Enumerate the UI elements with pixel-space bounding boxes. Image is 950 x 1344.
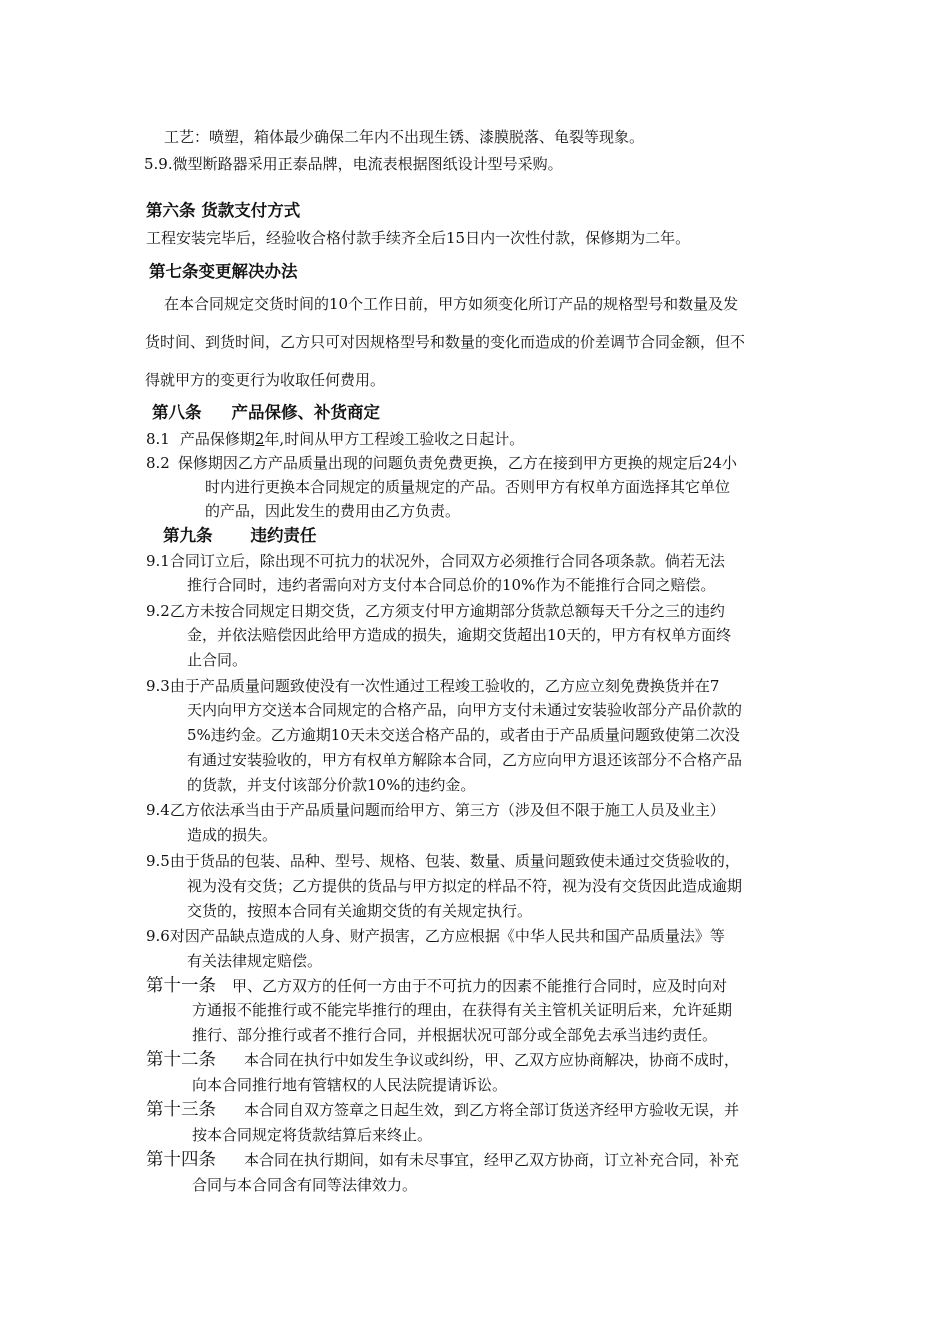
article-11-line: 甲、乙方双方的任何一方由于不可抗力的因素不能推行合同时，应及时向对 bbox=[232, 977, 728, 995]
article-12-line: 向本合同推行地有管辖权的人民法院提请诉讼。 bbox=[192, 1076, 508, 1094]
article-12-label: 第十二条 bbox=[146, 1050, 216, 1070]
article-12-line: 本合同在执行中如发生争议或纠纷，甲、乙双方应协商解决，协商不成时， bbox=[244, 1051, 740, 1069]
article-6-body: 工程安装完毕后，经验收合格付款手续齐全后15日内一次性付款，保修期为二年。 bbox=[146, 229, 691, 247]
paragraph-process: 工艺：喷塑，箱体最少确保二年内不出现生锈、漆膜脱落、龟裂等现象。 bbox=[164, 128, 645, 146]
item-9-line: 的货款，并支付该部分价款10%的违约金。 bbox=[187, 776, 476, 794]
item-8-2 bbox=[146, 453, 737, 473]
article-14-label: 第十四条 bbox=[146, 1150, 216, 1170]
item-8-2-line: 的产品，因此发生的费用由乙方负责。 bbox=[205, 502, 461, 520]
article-7-line: 货时间、到货时间，乙方只可对因规格型号和数量的变化而造成的价差调节合同金额，但不 bbox=[145, 333, 746, 351]
heading-article-8-number: 第八条 bbox=[152, 403, 202, 422]
item-9-line: 9.3由于产品质量问题致使没有一次性通过工程竣工验收的，乙方应立刻免费换货并在7 bbox=[146, 677, 720, 695]
item-8-1-number: 8.1 bbox=[146, 430, 170, 448]
item-8-2-number: 8.2 bbox=[146, 454, 170, 472]
heading-article-9-title: 违约责任 bbox=[250, 526, 317, 545]
item-8-1-pre: 产品保修期 bbox=[179, 430, 255, 448]
item-9-line: 有关法律规定赔偿。 bbox=[187, 952, 323, 970]
item-9-line: 5%违约金。乙方逾期10天未交送合格产品的，或者由于产品质量问题致使第二次没 bbox=[187, 726, 740, 744]
item-9-line: 天内向甲方交送本合同规定的合格产品，向甲方支付未通过安装验收部分产品价款的 bbox=[187, 701, 743, 719]
article-13-line: 本合同自双方签章之日起生效，到乙方将全部订货送齐经甲方验收无误，并 bbox=[244, 1101, 740, 1119]
article-7-line: 得就甲方的变更行为收取任何费用。 bbox=[145, 371, 386, 389]
article-12 bbox=[146, 1050, 739, 1070]
heading-article-8-title: 产品保修、补货商定 bbox=[231, 403, 380, 422]
item-5-9: 5.9.微型断路器采用正泰品牌，电流表根据图纸设计型号采购。 bbox=[144, 155, 563, 173]
article-11-label: 第十一条 bbox=[146, 976, 216, 996]
heading-article-9-number: 第九条 bbox=[163, 526, 213, 545]
article-13 bbox=[146, 1100, 739, 1120]
item-9-line: 9.2乙方未按合同规定日期交货，乙方须支付甲方逾期部分货款总额每天千分之三的违约 bbox=[146, 602, 725, 620]
item-9-line: 9.1合同订立后，除出现不可抗力的状况外，合同双方必须推行合同各项条款。倘若无法 bbox=[146, 552, 725, 570]
article-7-line: 在本合同规定交货时间的10个工作日前，甲方如须变化所订产品的规格型号和数量及发 bbox=[164, 295, 739, 313]
article-14-line: 合同与本合同含有同等法律效力。 bbox=[192, 1176, 418, 1194]
item-8-2-line: 保修期因乙方产品质量出现的问题负责免费更换，乙方在接到甲方更换的规定后24小 bbox=[177, 454, 737, 472]
item-9-line: 造成的损失。 bbox=[187, 826, 278, 844]
item-8-1-years: 2 bbox=[254, 430, 265, 448]
item-9-line: 9.4乙方依法承当由于产品质量问题而给甲方、第三方（涉及但不限于施工人员及业主） bbox=[146, 801, 725, 819]
item-9-line: 有通过安装验收的，甲方有权单方解除本合同，乙方应向甲方退还该部分不合格产品 bbox=[187, 751, 743, 769]
heading-article-9 bbox=[163, 526, 317, 546]
item-9-line: 9.6对因产品缺点造成的人身、财产损害，乙方应根据《中华人民共和国产品质量法》等 bbox=[146, 927, 725, 945]
article-13-label: 第十三条 bbox=[146, 1100, 216, 1120]
item-9-line: 止合同。 bbox=[187, 651, 248, 669]
item-9-line: 金，并依法赔偿因此给甲方造成的损失，逾期交货超出10天的，甲方有权单方面终 bbox=[187, 626, 732, 644]
heading-article-7: 第七条变更解决办法 bbox=[149, 262, 298, 281]
article-11-line: 推行、部分推行或者不推行合同，并根据状况可部分或全部免去承当违约责任。 bbox=[192, 1026, 718, 1044]
item-8-2-line: 时内进行更换本合同规定的质量规定的产品。否则甲方有权单方面选择其它单位 bbox=[205, 478, 731, 496]
heading-article-8 bbox=[152, 403, 380, 423]
article-14 bbox=[146, 1150, 739, 1170]
item-9-line: 视为没有交货；乙方提供的货品与甲方拟定的样品不符，视为没有交货因此造成逾期 bbox=[187, 877, 743, 895]
heading-article-6: 第六条 货款支付方式 bbox=[146, 201, 301, 220]
item-8-1-post: 年,时间从甲方工程竣工验收之日起计。 bbox=[264, 430, 525, 448]
item-9-line: 推行合同时，违约者需向对方支付本合同总价的10%作为不能推行合同之赔偿。 bbox=[187, 576, 716, 594]
item-9-line: 交货的，按照本合同有关逾期交货的有关规定执行。 bbox=[187, 902, 533, 920]
item-8-1 bbox=[146, 429, 524, 449]
item-9-line: 9.5由于货品的包装、品种、型号、规格、包装、数量、质量问题致使未通过交货验收的， bbox=[146, 852, 740, 870]
article-13-line: 按本合同规定将货款结算后来终止。 bbox=[192, 1126, 433, 1144]
article-14-line: 本合同在执行期间，如有未尽事宜，经甲乙双方协商，订立补充合同，补充 bbox=[244, 1151, 740, 1169]
article-11-line: 方通报不能推行或不能完毕推行的理由，在获得有关主管机关证明后来，允许延期 bbox=[192, 1001, 733, 1019]
article-11 bbox=[146, 976, 727, 996]
